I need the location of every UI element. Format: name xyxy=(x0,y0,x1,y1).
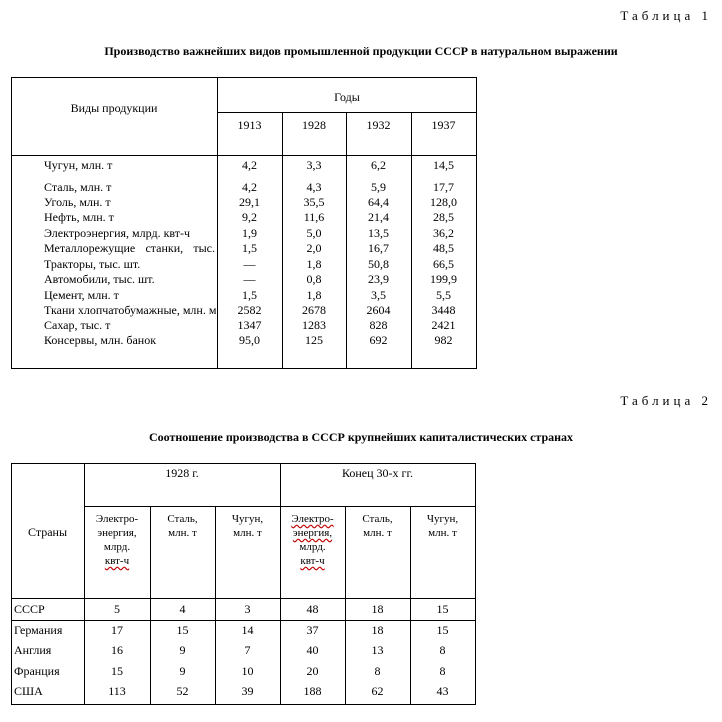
row-label: Сталь, млн. т xyxy=(44,180,112,194)
cell-value: 28,5 xyxy=(433,210,454,224)
row-label: Чугун, млн. т xyxy=(44,158,113,172)
cell-value: 1,9 xyxy=(242,226,257,240)
row-label: Цемент, млн. т xyxy=(44,288,119,302)
cell-value: 11,6 xyxy=(303,210,325,224)
row-label: Англия xyxy=(14,643,52,657)
group-header-late-30s: Конец 30-х гг. xyxy=(341,466,414,480)
cell-value: 4,2 xyxy=(242,180,257,194)
cell-value: 188 xyxy=(303,684,322,698)
cell-value: 37 xyxy=(306,623,319,637)
cell-value: 17 xyxy=(111,623,123,637)
row-label: Консервы, млн. банок xyxy=(44,333,157,347)
cell-value: 5,0 xyxy=(306,226,322,240)
cell-value: 15 xyxy=(111,664,123,678)
year-header: 1928 xyxy=(302,118,326,132)
cell-value: 23,9 xyxy=(368,272,389,286)
cell-value: 14 xyxy=(241,623,254,637)
subheader-electricity: Электро- энергия, млрд. квт-ч xyxy=(95,513,139,567)
cell-value: 16,7 xyxy=(368,241,389,255)
cell-value: — xyxy=(243,272,256,286)
cell-value: 3,5 xyxy=(371,288,386,302)
cell-value: 36,2 xyxy=(433,226,454,240)
cell-value: 4,3 xyxy=(306,180,322,194)
cell-value: 20 xyxy=(306,664,319,678)
cell-value: 10 xyxy=(241,664,254,678)
cell-value: 43 xyxy=(436,684,449,698)
group-header-1928: 1928 г. xyxy=(165,466,199,480)
cell-value: 14,5 xyxy=(433,158,454,172)
row-label: США xyxy=(14,684,43,698)
year-header: 1913 xyxy=(237,118,262,132)
cell-value: 3448 xyxy=(431,303,456,317)
cell-value: 1,5 xyxy=(242,288,257,302)
cell-value: 17,7 xyxy=(433,180,454,194)
cell-value: 62 xyxy=(371,684,384,698)
cell-value: 48,5 xyxy=(433,241,454,255)
cell-value: 21,4 xyxy=(368,210,389,224)
year-header: 1937 xyxy=(431,118,456,132)
table2-label: Таблица 2 xyxy=(620,393,712,408)
cell-value: 18 xyxy=(371,602,384,616)
cell-value: 29,1 xyxy=(239,195,260,209)
cell-value: 0,8 xyxy=(306,272,322,286)
cell-value: 2678 xyxy=(302,303,326,317)
cell-value: 66,5 xyxy=(433,257,454,271)
group-header-years: Годы xyxy=(334,90,360,104)
cell-value: 18 xyxy=(371,623,384,637)
cell-value: 2582 xyxy=(237,303,262,317)
cell-value: 2604 xyxy=(366,303,391,317)
cell-value: 13,5 xyxy=(368,226,389,240)
subheader-iron: Чугун, млн. т xyxy=(426,513,459,539)
cell-value: 113 xyxy=(108,684,126,698)
row-label: Уголь, млн. т xyxy=(44,195,111,209)
cell-value: 6,2 xyxy=(371,158,386,172)
cell-value: 5,9 xyxy=(371,180,386,194)
cell-value: 9,2 xyxy=(242,210,257,224)
cell-value: 2,0 xyxy=(306,241,322,255)
cell-value: 5 xyxy=(114,602,120,616)
cell-value: 8 xyxy=(374,664,381,678)
cell-value: 1347 xyxy=(237,318,262,332)
cell-value: 125 xyxy=(305,333,323,347)
subheader-steel: Сталь, млн. т xyxy=(362,513,393,539)
cell-value: 4 xyxy=(179,602,186,616)
cell-value: 15 xyxy=(176,623,189,637)
cell-value: 8 xyxy=(439,664,446,678)
cell-value: 9 xyxy=(179,664,186,678)
subheader-electricity: Электро- энергия, млрд. квт-ч xyxy=(291,513,334,567)
cell-value: 15 xyxy=(436,623,449,637)
cell-value: 9 xyxy=(179,643,186,657)
cell-value: 1283 xyxy=(302,318,326,332)
row-label: Нефть, млн. т xyxy=(44,210,114,224)
row-label: Тракторы, тыс. шт. xyxy=(44,257,141,271)
cell-value: 48 xyxy=(306,602,319,616)
row-label: Германия xyxy=(14,623,63,637)
cell-value: 39 xyxy=(241,684,254,698)
cell-value: — xyxy=(243,257,256,271)
row-label: Франция xyxy=(14,664,60,678)
year-header: 1932 xyxy=(366,118,391,132)
cell-value: 2421 xyxy=(431,318,456,332)
cell-value: 3 xyxy=(244,602,251,616)
cell-value: 16 xyxy=(111,643,123,657)
cell-value: 4,2 xyxy=(242,158,257,172)
table1-title: Производство важнейших видов промышленной продукции СССР в натуральном выражении xyxy=(104,44,618,58)
row-label: Автомобили, тыс. шт. xyxy=(44,272,155,286)
row-label: СССР xyxy=(14,602,45,616)
subheader-iron: Чугун, млн. т xyxy=(231,513,264,539)
cell-value: 5,5 xyxy=(436,288,451,302)
subheader-steel: Сталь, млн. т xyxy=(167,513,198,539)
cell-value: 199,9 xyxy=(430,272,457,286)
cell-value: 8 xyxy=(439,643,446,657)
cell-value: 1,5 xyxy=(242,241,257,255)
table1-label: Таблица 1 xyxy=(620,8,712,23)
row-label: Сахар, тыс. т xyxy=(44,318,111,332)
cell-value: 52 xyxy=(176,684,189,698)
column-header-products: Виды продукции xyxy=(70,101,158,115)
cell-value: 1,8 xyxy=(306,257,322,271)
cell-value: 64,4 xyxy=(368,195,389,209)
row-label: Металлорежущие станки, тыс. xyxy=(44,241,215,255)
row-label: Электроэнергия, млрд. квт-ч xyxy=(44,226,191,240)
cell-value: 15 xyxy=(436,602,449,616)
cell-value: 1,8 xyxy=(306,288,322,302)
cell-value: 828 xyxy=(369,318,388,332)
cell-value: 13 xyxy=(371,643,384,657)
cell-value: 982 xyxy=(434,333,453,347)
row-label: Ткани хлопчатобумажные, млн. м xyxy=(44,303,217,317)
cell-value: 3,3 xyxy=(306,158,322,172)
cell-value: 128,0 xyxy=(430,195,457,209)
cell-value: 35,5 xyxy=(303,195,325,209)
cell-value: 692 xyxy=(369,333,388,347)
table2-title: Соотношение производства в СССР крупнейших капиталистических странах xyxy=(148,430,574,444)
cell-value: 95,0 xyxy=(239,333,260,347)
cell-value: 40 xyxy=(306,643,319,657)
cell-value: 50,8 xyxy=(368,257,389,271)
column-header-countries: Страны xyxy=(27,525,68,539)
cell-value: 7 xyxy=(244,643,251,657)
